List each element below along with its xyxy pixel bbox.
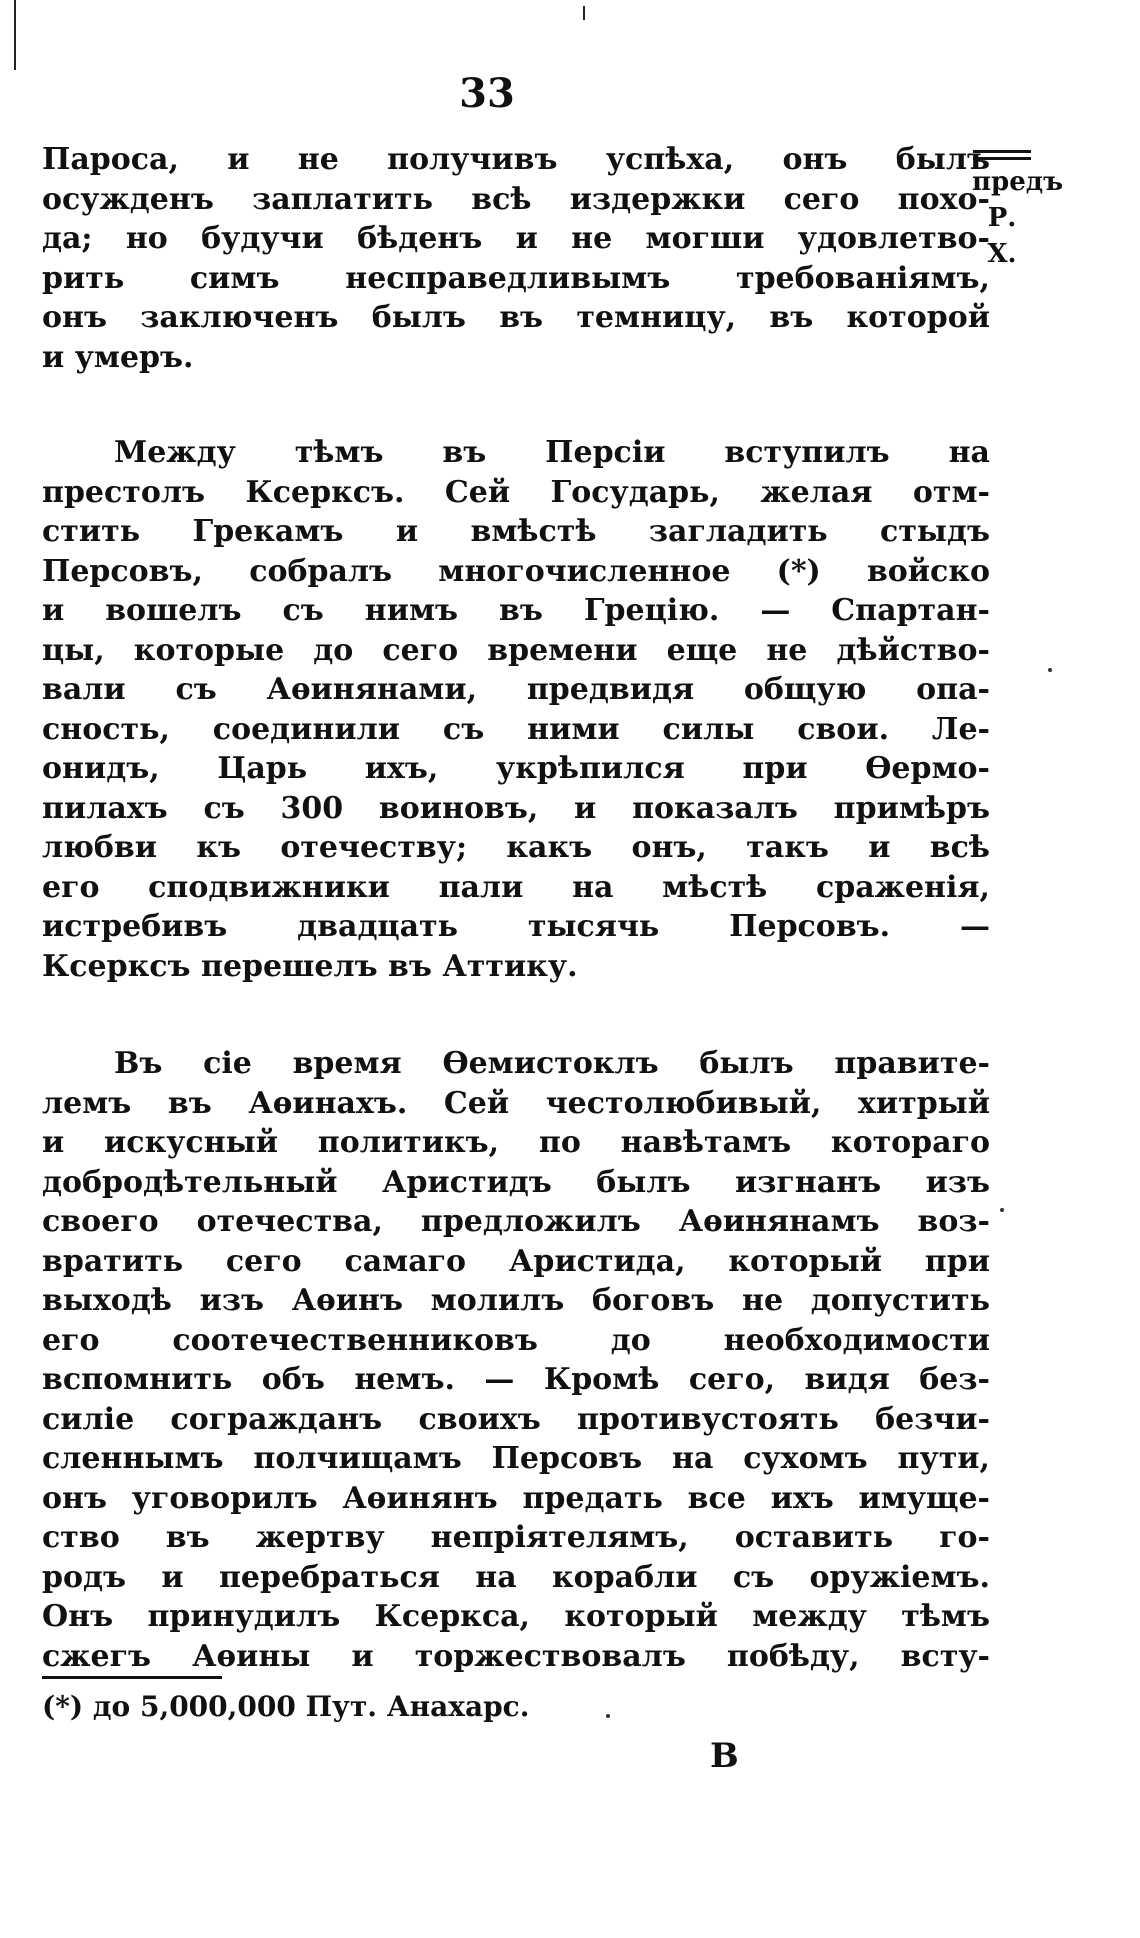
text-line: силіе согражданъ своихъ противустоять безчи- bbox=[42, 1401, 990, 1437]
text-line: пилахъ съ 300 воиновъ, и показалъ примѣръ bbox=[42, 790, 990, 826]
text-line: ство въ жертву непріятелямъ, оставить го- bbox=[42, 1520, 990, 1555]
text-line: сжегъ Аѳины и торжествовалъ побѣду, всту- bbox=[42, 1638, 990, 1674]
text-line: вали съ Аѳинянами, предвидя общую опа- bbox=[42, 672, 990, 707]
text-line: его сподвижники пали на мѣстѣ сраженія, bbox=[42, 869, 990, 905]
text-line: любви къ отечеству; какъ онъ, такъ и всѣ bbox=[42, 830, 990, 865]
text-line: своего отечества, предложилъ Аѳинянамъ воз- bbox=[42, 1204, 990, 1239]
paragraph bbox=[42, 433, 990, 986]
text-line: рить симъ несправедливымъ требованіямъ, bbox=[42, 260, 990, 296]
text-line: Ксерксъ перешелъ въ Аттику. bbox=[42, 948, 578, 984]
text-line: стить Грекамъ и вмѣстѣ загладить стыдъ bbox=[42, 514, 990, 549]
text-line: сленнымъ полчищамъ Персовъ на сухомъ пути, bbox=[42, 1441, 990, 1476]
footnote-rule bbox=[42, 1676, 222, 1679]
text-line: и искусный политикъ, по навѣтамъ котораго bbox=[42, 1125, 990, 1160]
paragraph bbox=[42, 1044, 990, 1676]
margin-note-line: Р. Х. bbox=[987, 203, 1017, 269]
text-line: вспомнить объ немъ. — Кромѣ сего, видя без- bbox=[42, 1362, 990, 1397]
text-line: Пароса, и не получивъ успѣха, онъ былъ bbox=[42, 142, 990, 177]
text-line: сность, соединили съ ними силы свои. Ле- bbox=[42, 711, 990, 747]
text-line: выходѣ изъ Аѳинъ молилъ боговъ не допустить bbox=[42, 1283, 990, 1318]
scan-border-line bbox=[14, 0, 16, 70]
scan-speck bbox=[606, 1714, 610, 1718]
scan-speck bbox=[1000, 1208, 1004, 1212]
text-line: истребивъ двадцать тысячь Персовъ. — bbox=[42, 909, 990, 944]
text-line: престолъ Ксерксъ. Сей Государь, желая отм- bbox=[42, 474, 990, 510]
body-text bbox=[42, 140, 990, 1676]
footnote: (*) до 5,000,000 Пут. Анахарс. bbox=[42, 1690, 530, 1723]
text-line: его соотечественниковъ до необходимости bbox=[42, 1322, 990, 1358]
text-line: Между тѣмъ въ Персіи вступилъ на bbox=[114, 435, 990, 470]
text-line: вратить сего самаго Аристида, который при bbox=[42, 1243, 990, 1279]
signature-mark: В bbox=[710, 1736, 739, 1776]
text-line: осужденъ заплатить всѣ издержки сего похо- bbox=[42, 181, 990, 217]
scan-speck bbox=[1048, 668, 1052, 672]
paragraph bbox=[42, 140, 990, 377]
margin-note-line: предъ bbox=[972, 167, 1064, 197]
text-line: онъ заключенъ былъ въ темницу, въ которой bbox=[42, 300, 990, 335]
text-line: Въ сіе время Ѳемистоклъ былъ правите- bbox=[114, 1046, 990, 1081]
text-line: родъ и перебраться на корабли съ оружіемъ. bbox=[42, 1559, 990, 1595]
text-line: да; но будучи бѣденъ и не могши удовлетво- bbox=[42, 221, 990, 256]
text-line: и вошелъ съ нимъ въ Грецію. — Спартан- bbox=[42, 593, 990, 628]
text-line: добродѣтельный Аристидъ былъ изгнанъ изъ bbox=[42, 1164, 990, 1200]
text-line: и умеръ. bbox=[42, 339, 194, 375]
text-line: цы, которые до сего времени еще не дѣйство- bbox=[42, 632, 990, 668]
text-line: Персовъ, собралъ многочисленное (*) войско bbox=[42, 553, 990, 589]
text-line: онъ уговорилъ Аѳинянъ предать все ихъ имуще- bbox=[42, 1480, 990, 1516]
text-line: онидъ, Царь ихъ, укрѣпился при Ѳермо- bbox=[42, 751, 990, 786]
text-line: Онъ принудилъ Ксеркса, который между тѣмъ bbox=[42, 1599, 990, 1634]
page-number: 33 bbox=[459, 70, 515, 117]
scan-speck bbox=[583, 6, 585, 20]
text-line: лемъ въ Аѳинахъ. Сей честолюбивый, хитрый bbox=[42, 1085, 990, 1121]
